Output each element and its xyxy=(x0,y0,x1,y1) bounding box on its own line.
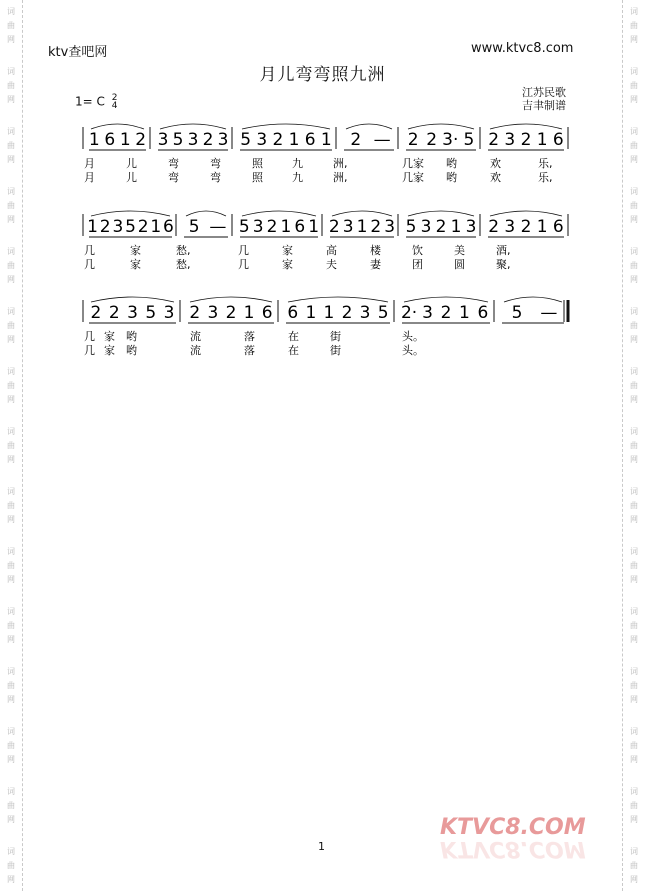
site-name: ktv查吧网 xyxy=(48,45,108,60)
lyric-verse-2: 家 xyxy=(282,258,293,271)
note: 3 xyxy=(127,303,138,323)
note: 2 xyxy=(135,130,147,150)
lyric-verse-2: 月 xyxy=(84,171,95,184)
slur xyxy=(91,211,170,216)
watermark-glyph: 曲 xyxy=(7,261,15,270)
lyric-verse-1: 几家 xyxy=(402,157,424,170)
watermark-glyph: 曲 xyxy=(630,201,638,210)
watermark-glyph: 网 xyxy=(630,575,638,584)
slur xyxy=(408,124,474,129)
lyric-verse-2: 流 xyxy=(190,344,201,357)
watermark-glyph: 词 xyxy=(7,727,15,736)
song-title: 月儿弯弯照九洲 xyxy=(259,65,386,85)
note: 3 xyxy=(252,217,264,237)
note: — xyxy=(373,130,391,150)
watermark-glyph: 词 xyxy=(7,847,15,856)
note: 2 xyxy=(90,303,102,323)
note: 5 xyxy=(238,217,250,237)
lyric-verse-1: 月 xyxy=(84,157,95,170)
lyric-verse-1: 弯 xyxy=(210,157,221,170)
lyric-verse-2: 家 xyxy=(104,344,115,357)
note: — xyxy=(540,303,558,323)
slur xyxy=(490,124,562,129)
watermark-glyph: 曲 xyxy=(7,141,15,150)
note: 3 xyxy=(342,217,354,237)
watermark-glyph: 词 xyxy=(7,667,15,676)
lyric-verse-2: 哟 xyxy=(126,344,137,357)
lyric-verse-1: 饮 xyxy=(412,244,423,257)
meter-top: 2 xyxy=(111,93,118,103)
slur xyxy=(404,297,488,302)
watermark-glyph: 词 xyxy=(630,67,638,76)
lyric-verse-1: 楼 xyxy=(370,244,381,257)
note: 2 xyxy=(225,303,237,323)
note: 2 xyxy=(520,130,532,150)
note: 5 xyxy=(463,130,475,150)
watermark-glyph: 曲 xyxy=(7,621,15,630)
note: 1 xyxy=(243,303,255,323)
watermark-glyph: 词 xyxy=(630,247,638,256)
watermark-glyph: 词 xyxy=(7,547,15,556)
lyric-verse-1: 照 xyxy=(252,157,263,170)
lyric-verse-2: 几 xyxy=(84,258,95,271)
watermark-glyph: 曲 xyxy=(7,21,15,30)
slur xyxy=(186,211,226,216)
lyric-verse-2: 家 xyxy=(130,258,141,271)
watermark-glyph: 曲 xyxy=(630,141,638,150)
lyric-verse-2: 乐, xyxy=(538,171,553,184)
lyric-verse-2: 头。 xyxy=(402,344,424,357)
note: 2· xyxy=(400,303,418,323)
lyric-verse-1: 家 xyxy=(282,244,293,257)
genre-label: 江苏民歌 xyxy=(522,86,566,99)
watermark-glyph: 网 xyxy=(7,575,15,584)
lyric-verse-1: 美 xyxy=(454,244,465,257)
watermark-glyph: 曲 xyxy=(7,321,15,330)
site-url: www.ktvc8.com xyxy=(471,41,574,56)
lyric-verse-1: 哟 xyxy=(446,157,457,170)
note: 5 xyxy=(125,217,136,237)
lyric-verse-1: 几 xyxy=(238,244,249,257)
watermark-glyph: 网 xyxy=(7,155,15,164)
watermark-glyph: 曲 xyxy=(630,381,638,390)
watermark-glyph: 网 xyxy=(630,335,638,344)
page-number: 1 xyxy=(318,840,325,853)
note: 2 xyxy=(108,303,120,323)
meter-bottom: 4 xyxy=(111,101,118,111)
note: 2 xyxy=(272,130,284,150)
note: 3 xyxy=(187,130,199,150)
note: 6 xyxy=(294,217,306,237)
watermark-glyph: 网 xyxy=(630,515,638,524)
watermark-glyph: 网 xyxy=(7,335,15,344)
note: 3 xyxy=(112,217,124,237)
lyric-verse-2: 哟 xyxy=(446,171,457,184)
watermark-glyph: 词 xyxy=(630,727,638,736)
lyric-verse-2: 在 xyxy=(288,344,299,357)
watermark-glyph: 曲 xyxy=(630,861,638,870)
lyric-verse-1: 九 xyxy=(292,157,303,170)
lyric-verse-1: 头。 xyxy=(402,330,424,343)
watermark-glyph: 曲 xyxy=(7,381,15,390)
note: 2 xyxy=(435,217,447,237)
watermark-glyph: 网 xyxy=(7,95,15,104)
watermark-glyph: 曲 xyxy=(7,501,15,510)
watermark-glyph: 曲 xyxy=(7,561,15,570)
watermark-glyph: 词 xyxy=(7,487,15,496)
logo-text: KTVC8.COM xyxy=(440,815,586,840)
watermark-glyph: 网 xyxy=(7,275,15,284)
note: 2 xyxy=(266,217,278,237)
watermark-glyph: 词 xyxy=(630,367,638,376)
note: 5 xyxy=(377,303,389,323)
lyric-verse-2: 圆 xyxy=(454,258,465,271)
note: 5 xyxy=(188,217,200,237)
watermark-glyph: 词 xyxy=(630,127,638,136)
note: 1 xyxy=(459,303,470,323)
note: 6 xyxy=(287,303,299,323)
watermark-glyph: 曲 xyxy=(7,681,15,690)
lyric-verse-2: 弯 xyxy=(210,171,221,184)
watermark-glyph: 词 xyxy=(7,427,15,436)
watermark-glyph: 词 xyxy=(7,787,15,796)
logo-reflection: KTVC8.COM xyxy=(440,836,586,861)
note: 1 xyxy=(450,217,462,237)
watermark-glyph: 词 xyxy=(7,187,15,196)
watermark-glyph: 网 xyxy=(7,395,15,404)
watermark-glyph: 曲 xyxy=(7,741,15,750)
note: 1 xyxy=(536,130,548,150)
note: 1 xyxy=(536,217,548,237)
watermark-glyph: 词 xyxy=(630,307,638,316)
slur xyxy=(346,124,392,129)
note: 5 xyxy=(405,217,417,237)
watermark-glyph: 词 xyxy=(7,307,15,316)
site-logo xyxy=(440,812,590,872)
note: 5 xyxy=(145,303,157,323)
note: 1 xyxy=(88,130,100,150)
note: 3 xyxy=(465,217,477,237)
note: 1 xyxy=(119,130,131,150)
slur xyxy=(242,124,330,129)
lyric-verse-2: 照 xyxy=(252,171,263,184)
note: 2 xyxy=(350,130,362,150)
lyric-verse-2: 落 xyxy=(244,344,255,357)
lyric-verse-1: 在 xyxy=(288,330,299,343)
note: 3 xyxy=(163,303,175,323)
watermark-glyph: 词 xyxy=(630,427,638,436)
lyric-verse-2: 夫 xyxy=(326,258,337,271)
lyric-verse-1: 街 xyxy=(330,330,341,343)
watermark-glyph: 词 xyxy=(630,607,638,616)
watermark-glyph: 网 xyxy=(7,215,15,224)
watermark-glyph: 网 xyxy=(630,95,638,104)
watermark-glyph: 网 xyxy=(7,695,15,704)
watermark-glyph: 曲 xyxy=(630,441,638,450)
watermark-glyph: 网 xyxy=(630,455,638,464)
note: 6 xyxy=(552,217,564,237)
lyric-verse-2: 聚, xyxy=(496,258,511,271)
watermark-glyph: 网 xyxy=(7,875,15,884)
note: 3 xyxy=(157,130,169,150)
watermark-glyph: 曲 xyxy=(630,501,638,510)
note: 2 xyxy=(99,217,111,237)
watermark-glyph: 网 xyxy=(630,875,638,884)
lyric-verse-1: 愁, xyxy=(176,244,191,257)
watermark-glyph: 网 xyxy=(7,635,15,644)
lyric-verse-1: 洲, xyxy=(333,157,348,170)
watermark-glyph: 网 xyxy=(7,515,15,524)
watermark-glyph: 词 xyxy=(7,67,15,76)
lyric-verse-1: 几 xyxy=(84,330,95,343)
watermark-glyph: 词 xyxy=(7,607,15,616)
slur xyxy=(490,211,562,216)
lyric-verse-1: 家 xyxy=(104,330,115,343)
note: 6 xyxy=(552,130,564,150)
watermark-glyph: 网 xyxy=(630,35,638,44)
arranger-label: 吉聿制谱 xyxy=(522,99,566,112)
note: 6 xyxy=(163,217,174,237)
watermark-glyph: 词 xyxy=(630,847,638,856)
slur xyxy=(332,211,392,216)
slur xyxy=(160,124,226,129)
lyric-verse-2: 团 xyxy=(412,258,423,271)
note: 1 xyxy=(280,217,292,237)
note: 2 xyxy=(137,217,149,237)
lyric-verse-2: 九 xyxy=(292,171,303,184)
note: 3 xyxy=(359,303,371,323)
note: 3 xyxy=(420,217,432,237)
note: 2 xyxy=(407,130,419,150)
watermark-glyph: 曲 xyxy=(630,681,638,690)
watermark-glyph: 网 xyxy=(630,395,638,404)
note: 3 xyxy=(384,217,396,237)
note: 3 xyxy=(256,130,268,150)
lyric-verse-2: 欢 xyxy=(490,171,501,184)
watermark-glyph: 曲 xyxy=(630,261,638,270)
lyric-verse-2: 弯 xyxy=(168,171,179,184)
note: 3 xyxy=(217,130,229,150)
lyric-verse-1: 欢 xyxy=(490,157,501,170)
note: 2 xyxy=(488,130,500,150)
lyric-verse-1: 家 xyxy=(130,244,141,257)
note: 6 xyxy=(261,303,273,323)
watermark-glyph: 曲 xyxy=(630,621,638,630)
watermark-glyph: 曲 xyxy=(630,801,638,810)
note: 2 xyxy=(341,303,353,323)
note: 2 xyxy=(520,217,532,237)
key-label: 1= C xyxy=(75,94,105,109)
note: 5 xyxy=(511,303,523,323)
lyric-verse-2: 几家 xyxy=(402,171,424,184)
watermark-glyph: 曲 xyxy=(7,801,15,810)
watermark-glyph: 词 xyxy=(7,127,15,136)
watermark-glyph: 词 xyxy=(630,7,638,16)
watermark-glyph: 曲 xyxy=(7,861,15,870)
watermark-glyph: 词 xyxy=(630,547,638,556)
watermark-glyph: 网 xyxy=(630,695,638,704)
note: 2 xyxy=(189,303,201,323)
slur xyxy=(242,211,316,216)
lyric-verse-2: 洲, xyxy=(333,171,348,184)
watermark-glyph: 词 xyxy=(7,247,15,256)
note: 1 xyxy=(356,217,368,237)
lyric-verse-2: 街 xyxy=(330,344,341,357)
note: 3 xyxy=(422,303,433,323)
watermark-glyph: 曲 xyxy=(630,741,638,750)
watermark-glyph: 词 xyxy=(7,367,15,376)
watermark-glyph: 曲 xyxy=(7,81,15,90)
note: 6 xyxy=(304,130,316,150)
watermark-glyph: 网 xyxy=(630,635,638,644)
note: 5 xyxy=(172,130,184,150)
note: 2 xyxy=(426,130,438,150)
watermark-glyph: 曲 xyxy=(7,201,15,210)
watermark-glyph: 网 xyxy=(630,755,638,764)
lyric-verse-2: 儿 xyxy=(126,171,137,184)
watermark-glyph: 曲 xyxy=(7,441,15,450)
lyric-verse-2: 妻 xyxy=(370,258,381,271)
lyric-verse-1: 酒, xyxy=(496,244,511,257)
lyric-verse-1: 儿 xyxy=(126,157,137,170)
note: 3· xyxy=(442,130,459,150)
note: 1 xyxy=(308,217,320,237)
slur xyxy=(504,297,562,302)
lyric-verse-1: 流 xyxy=(190,330,201,343)
note: 1 xyxy=(320,130,332,150)
lyric-verse-1: 高 xyxy=(326,244,337,257)
slur xyxy=(91,124,144,129)
note: 1 xyxy=(150,217,162,237)
watermark-glyph: 网 xyxy=(630,275,638,284)
lyric-verse-1: 落 xyxy=(244,330,255,343)
watermark-glyph: 词 xyxy=(630,787,638,796)
watermark-glyph: 网 xyxy=(7,455,15,464)
note: 1 xyxy=(323,303,335,323)
watermark-glyph: 词 xyxy=(630,187,638,196)
note: 2 xyxy=(328,217,340,237)
watermark-glyph: 网 xyxy=(7,35,15,44)
lyric-verse-1: 哟 xyxy=(126,330,137,343)
slur xyxy=(408,211,474,216)
note: 3 xyxy=(504,217,516,237)
note: 2 xyxy=(440,303,452,323)
watermark-glyph: 网 xyxy=(7,815,15,824)
note: 1 xyxy=(288,130,300,150)
lyric-verse-1: 乐, xyxy=(538,157,553,170)
lyric-verse-1: 弯 xyxy=(168,157,179,170)
note: 2 xyxy=(488,217,500,237)
watermark-glyph: 曲 xyxy=(630,81,638,90)
note: 1 xyxy=(305,303,317,323)
watermark-glyph: 网 xyxy=(7,755,15,764)
note: 1 xyxy=(87,217,98,237)
watermark-glyph: 曲 xyxy=(630,561,638,570)
lyric-verse-2: 几 xyxy=(238,258,249,271)
slur xyxy=(91,297,174,302)
slur xyxy=(288,297,388,302)
watermark-glyph: 网 xyxy=(630,215,638,224)
note: 3 xyxy=(207,303,219,323)
note: 2 xyxy=(202,130,214,150)
note: 5 xyxy=(240,130,252,150)
watermark-glyph: 词 xyxy=(7,7,15,16)
lyric-verse-1: 几 xyxy=(84,244,95,257)
lyric-verse-2: 几 xyxy=(84,344,95,357)
watermark-glyph: 曲 xyxy=(630,21,638,30)
note: 6 xyxy=(477,303,489,323)
watermark-glyph: 网 xyxy=(630,815,638,824)
note: — xyxy=(209,217,227,237)
watermark-glyph: 曲 xyxy=(630,321,638,330)
lyric-verse-2: 愁, xyxy=(176,258,191,271)
slur xyxy=(190,297,272,302)
watermark-glyph: 网 xyxy=(630,155,638,164)
watermark-glyph: 词 xyxy=(630,667,638,676)
watermark-glyph: 词 xyxy=(630,487,638,496)
note: 2 xyxy=(370,217,382,237)
note: 3 xyxy=(504,130,516,150)
note: 6 xyxy=(104,130,116,150)
